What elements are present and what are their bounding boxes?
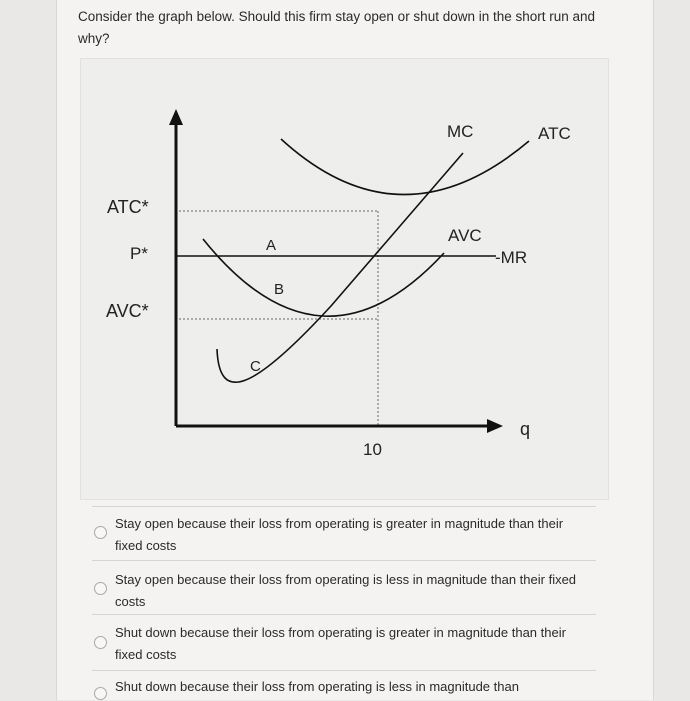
question-text: Consider the graph below. Should this firm stay open or shut down in the short run and why? [78, 9, 596, 46]
answer-option-1[interactable] [92, 506, 596, 557]
radio-button[interactable] [94, 526, 107, 539]
option-label: Stay open because their loss from operating is less in magnitude than their fixed costs [115, 572, 577, 609]
graph-image [80, 58, 609, 500]
cost-curves-graph [81, 59, 608, 499]
x-axis-label: q [520, 419, 531, 439]
x-axis-arrow [487, 419, 503, 433]
mc-curve [217, 153, 463, 382]
option-label: Shut down because their loss from operating is greater in magnitude than their fixed costs [115, 625, 566, 662]
radio-button[interactable] [94, 687, 107, 700]
area-b-label: B [274, 281, 285, 298]
mr-label: -MR [495, 248, 528, 267]
mc-label: MC [447, 122, 474, 141]
q-ten-label: 10 [363, 440, 382, 459]
avc-star-label: AVC* [106, 301, 149, 321]
option-label: Stay open because their loss from operating is greater in magnitude than their fixed costs [115, 516, 564, 553]
avc-label: AVC [448, 226, 482, 245]
area-c-label: C [250, 358, 261, 375]
answer-option-2[interactable] [92, 560, 596, 611]
answer-option-3[interactable] [92, 614, 596, 667]
atc-curve [281, 139, 529, 195]
atc-label: ATC [538, 124, 571, 143]
y-axis-arrow [169, 109, 183, 125]
atc-star-label: ATC* [107, 197, 149, 217]
answer-option-4[interactable] [92, 670, 596, 701]
radio-button[interactable] [94, 636, 107, 649]
option-label: Shut down because their loss from operating is less in magnitude than [115, 679, 519, 694]
radio-button[interactable] [94, 582, 107, 595]
p-star-label: P* [130, 244, 148, 263]
avc-curve [203, 239, 444, 316]
area-a-label: A [266, 237, 277, 254]
